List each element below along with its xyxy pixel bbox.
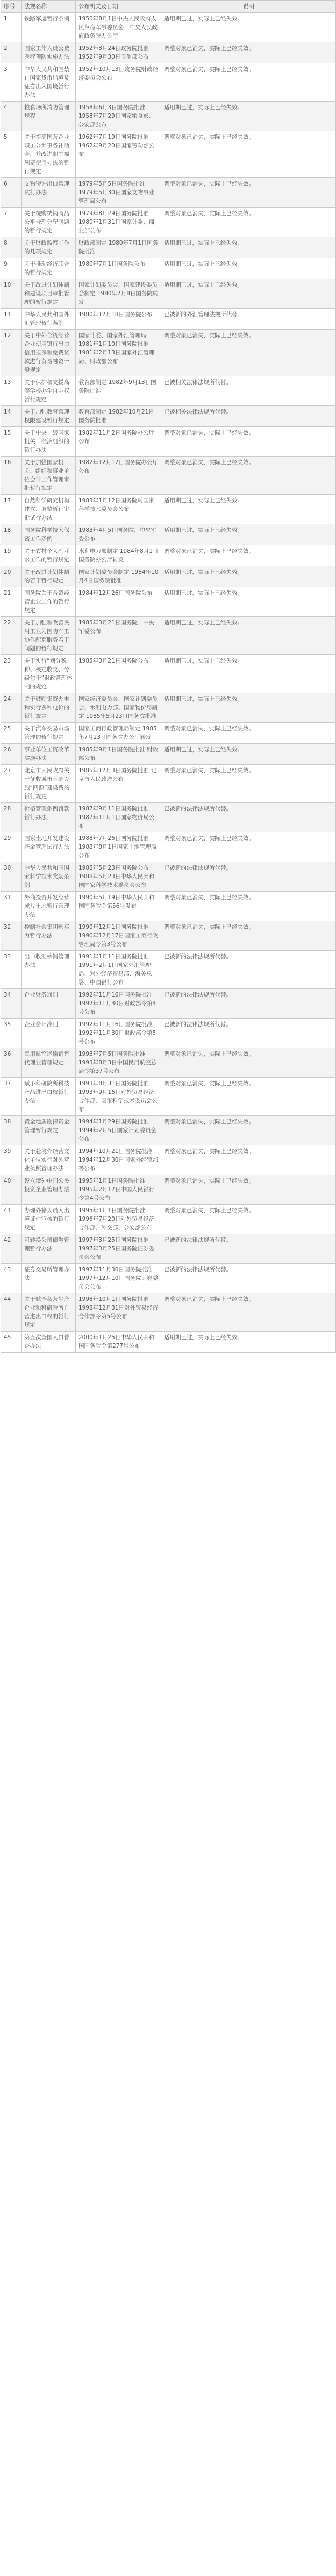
explanation-cell: 适用期已过，实际上已经失效。 (161, 1332, 336, 1353)
explanation-cell: 调整对象已消失，实际上已经失效。 (161, 723, 336, 744)
issuing-agency-cell: 1984年12月26日国务院公布 (76, 587, 161, 617)
table-row (1, 693, 336, 723)
explanation-cell: 已被新的法律法规所代替。 (161, 1019, 336, 1048)
issuing-agency-cell: 1982年12月17日国务院办公厅公布 (76, 457, 161, 495)
serial-no-cell: 4 (1, 102, 22, 131)
explanation-cell: 已被新的法律法规所代替。 (161, 862, 336, 892)
serial-no-cell: 25 (1, 723, 22, 744)
table-row (1, 330, 336, 376)
explanation-cell: 调整对象已消失，实际上已经失效。 (161, 1205, 336, 1234)
serial-no-cell: 41 (1, 1205, 22, 1234)
explanation-cell: 适用期已过，实际上已经失效。 (161, 524, 336, 545)
table-row (1, 921, 336, 951)
issuing-agency-cell: 1993年7月5日国务院批准 1993年8月3日中国民用航空总局令第37号公布 (76, 1048, 161, 1078)
regulation-name-cell: 关于统购统销商品公平合理分配问题的暂行规定 (22, 208, 76, 237)
regulation-name-cell: 关于中央一级国家机关、经济组织的暂行办法 (22, 427, 76, 457)
regulation-name-cell: 可转换公司债券管理暂行办法 (22, 1234, 76, 1264)
issuing-agency-cell: 1980年7月1日国务院公布 (76, 258, 161, 279)
serial-no-cell: 1 (1, 13, 22, 42)
regulation-name-cell: 关于加强教育管理权限建设暂行规定 (22, 406, 76, 427)
table-row (1, 655, 336, 693)
table-row (1, 13, 336, 42)
regulation-name-cell: 关于鼓励集资办电和实行多种电价的暂行规定 (22, 693, 76, 723)
explanation-cell: 已被新的外汇管理法规所代替。 (161, 309, 336, 330)
explanation-cell: 适用期已过，实际上已经失效。 (161, 587, 336, 617)
explanation-cell: 调整对象已消失，实际上已经失效。 (161, 208, 336, 237)
serial-no-cell: 32 (1, 921, 22, 951)
serial-no-cell: 11 (1, 309, 22, 330)
regulation-name-cell: 关于农村个人副业水工作的暂行规定 (22, 545, 76, 566)
issuing-agency-cell: 1950年8月1日中央人民政府人民革命军事委员会、中央人民政府政务院办公厅 (76, 13, 161, 42)
issuing-agency-cell: 1987年9月11日国务院批准 1987年11月1日国家物价局公布 (76, 803, 161, 832)
serial-no-cell: 34 (1, 989, 22, 1019)
issuing-agency-cell: 1985年12月3日国务院批准 北京市人民政府公布 (76, 765, 161, 803)
serial-no-cell: 45 (1, 1332, 22, 1353)
serial-no-cell: 31 (1, 892, 22, 921)
explanation-cell: 调整对象已消失，实际上已经失效。 (161, 178, 336, 208)
table-row (1, 765, 336, 803)
issuing-agency-cell: 1990年5月19日中华人民共和国国务院令第56号发布 (76, 892, 161, 921)
explanation-cell: 适用期已过，实际上已经失效。 (161, 102, 336, 131)
explanation-cell: 适用期已过，实际上已经失效。 (161, 744, 336, 765)
table-row (1, 1175, 336, 1205)
explanation-cell: 调整对象已消失，实际上已经失效。 (161, 330, 336, 376)
serial-no-cell: 17 (1, 495, 22, 524)
table-row (1, 406, 336, 427)
issuing-agency-cell: 1980年12月18日国务院公布 (76, 309, 161, 330)
serial-no-cell: 8 (1, 237, 22, 258)
table-row (1, 832, 336, 862)
explanation-cell: 适用期已过，实际上已经失效。 (161, 655, 336, 693)
table-row (1, 178, 336, 208)
header-serial-no: 序号 (1, 1, 22, 13)
regulation-name-cell: 关于中外合资经营企业使用银行出口信用担保和免费贷款进行贸易融资一般规定 (22, 330, 76, 376)
regulation-name-cell: 事业单位工资改革实施办法 (22, 744, 76, 765)
table-row (1, 1332, 336, 1353)
issuing-agency-cell: 1998年10月1日国务院批准 1998年12月31日对外贸易经济合作部令第5号公布 (76, 1293, 161, 1332)
regulation-name-cell: 国务院关于合资经营企业工作的暂行规定 (22, 587, 76, 617)
explanation-cell: 适用期已过，实际上已经失效。 (161, 693, 336, 723)
explanation-cell: 调整对象已消失，实际上已经失效。 (161, 921, 336, 951)
issuing-agency-cell: 1985年3月21日国务院、中央军委公布 (76, 617, 161, 655)
regulation-name-cell: 赋予科研院所科技产品进出口权暂行办法 (22, 1078, 76, 1116)
issuing-agency-cell: 1995年1月1日国务院批准 1996年7月20日对外贸易经济合作部、外交部、公安部公布 (76, 1205, 161, 1234)
explanation-cell: 适用期已过，实际上已经失效。 (161, 237, 336, 258)
table-row (1, 309, 336, 330)
serial-no-cell: 42 (1, 1234, 22, 1264)
serial-no-cell: 7 (1, 208, 22, 237)
table-row (1, 617, 336, 655)
issuing-agency-cell: 1979年5月5日国务院批准 1979年5月30日国家文物事业管理局公布 (76, 178, 161, 208)
table-row (1, 279, 336, 309)
explanation-cell: 调整对象已消失，实际上已经失效。 (161, 765, 336, 803)
regulation-name-cell: 办理外籍人员入出境证件审核的暂行规定 (22, 1205, 76, 1234)
serial-no-cell: 12 (1, 330, 22, 376)
regulation-name-cell: 国家工作人员公费医疗预防实施办法 (22, 42, 76, 63)
serial-no-cell: 15 (1, 427, 22, 457)
regulation-name-cell: 关于赴境外经营文化单位实行对外营业执照管理办法 (22, 1145, 76, 1175)
regulation-name-cell: 自然科学研究机构建立、调整暂行审批试行办法 (22, 495, 76, 524)
regulation-name-cell: 文物特许出口管理试行办法 (22, 178, 76, 208)
issuing-agency-cell: 1985年9月1日国务院批准 财政部公布 (76, 744, 161, 765)
header-explanation: 说明 (161, 1, 336, 13)
serial-no-cell: 2 (1, 42, 22, 63)
regulation-name-cell: 关于加强和改善民用工业为国防军工协作配套服务若干问题的暂行规定 (22, 617, 76, 655)
table-row (1, 803, 336, 832)
explanation-cell: 已被相关法律法规所代替。 (161, 376, 336, 406)
serial-no-cell: 38 (1, 1116, 22, 1145)
serial-no-cell: 29 (1, 832, 22, 862)
regulation-name-cell: 中华人民共和国国家科学技术奖励条例 (22, 862, 76, 892)
regulation-name-cell: 铁路军运暂行条例 (22, 13, 76, 42)
serial-no-cell: 13 (1, 376, 22, 406)
regulation-name-cell: 中华人民共和国外汇管理暂行条例 (22, 309, 76, 330)
serial-no-cell: 16 (1, 457, 22, 495)
table-row (1, 587, 336, 617)
issuing-agency-cell: 国家工商行政管理局制定 1985年7月23日国务院办公厅转发 (76, 723, 161, 744)
serial-no-cell: 24 (1, 693, 22, 723)
explanation-cell: 适用期已过，实际上已经失效。 (161, 279, 336, 309)
serial-no-cell: 36 (1, 1048, 22, 1078)
explanation-cell: 调整对象已消失，实际上已经失效。 (161, 832, 336, 862)
table-row (1, 1078, 336, 1116)
regulation-name-cell: 价格管理条例罚款暂行办法 (22, 803, 76, 832)
regulation-name-cell: 北京市人民政府关于征收城市基础设施“四源”建设费的暂行规定 (22, 765, 76, 803)
table-row (1, 524, 336, 545)
table-row (1, 1019, 336, 1048)
explanation-cell: 适用期已过，实际上已经失效。 (161, 495, 336, 524)
regulation-name-cell: 关于汽车交易市场管理的暂行规定 (22, 723, 76, 744)
explanation-cell: 调整对象已消失，实际上已经失效。 (161, 1116, 336, 1145)
explanation-cell: 适用期已过，实际上已经失效。 (161, 617, 336, 655)
serial-no-cell: 10 (1, 279, 22, 309)
regulation-name-cell: 出口收汇核销管理办法 (22, 951, 76, 989)
issuing-agency-cell: 国家计委、国家外汇管理局1981年1月10日国务院批准 1981年2月13日国家外汇管理局、财政部公布 (76, 330, 161, 376)
table-row (1, 744, 336, 765)
serial-no-cell: 23 (1, 655, 22, 693)
issuing-agency-cell: 1982年11月2日国务院办公厅公布 (76, 427, 161, 457)
issuing-agency-cell: 1992年11月16日国务院批准 1992年11月30日财政部令第5号公布 (76, 1019, 161, 1048)
serial-no-cell: 27 (1, 765, 22, 803)
table-header (1, 1, 336, 13)
issuing-agency-cell: 财政部制定 1980年7月1日国务院批准 (76, 237, 161, 258)
table-row (1, 258, 336, 279)
table-row (1, 1264, 336, 1293)
regulation-name-cell: 关于加强国家机关、组织和事业单位会计工作管理审批暂行规定 (22, 457, 76, 495)
issuing-agency-cell: 1990年12月1日国务院批准 1990年12月17日国家工商行政管理局令第3号公布 (76, 921, 161, 951)
regulation-name-cell: 国务院科学技术保密工作条例 (22, 524, 76, 545)
serial-no-cell: 33 (1, 951, 22, 989)
table-row (1, 1293, 336, 1332)
issuing-agency-cell: 1983年1月12日国务院转国家科学技术委员会公布 (76, 495, 161, 524)
regulation-name-cell: 外商投资开发经营成片土地暂行管理办法 (22, 892, 76, 921)
explanation-cell: 适用期已过，实际上已经失效。 (161, 13, 336, 42)
explanation-cell: 适用期已过，实际上已经失效。 (161, 566, 336, 587)
regulation-name-cell: 关于实行“划分税种、核定收支、分级包干”财政管理体制的规定 (22, 655, 76, 693)
table-row (1, 1116, 336, 1145)
header-row (1, 1, 336, 13)
table-row (1, 1205, 336, 1234)
serial-no-cell: 37 (1, 1078, 22, 1116)
explanation-cell: 调整对象已消失，实际上已经失效。 (161, 457, 336, 495)
issuing-agency-cell: 1952年10月13日政务院财政经济委员会公布 (76, 63, 161, 102)
table-row (1, 208, 336, 237)
issuing-agency-cell: 1997年3月25日国务院批准 1997年3月25日国务院证券委员会公布 (76, 1234, 161, 1264)
issuing-agency-cell: 1983年4月5日国务院、中央军委公布 (76, 524, 161, 545)
serial-no-cell: 30 (1, 862, 22, 892)
explanation-cell: 适用期已过，实际上已经失效。 (161, 258, 336, 279)
explanation-cell: 已被新的法律法规所代替。 (161, 803, 336, 832)
table-row (1, 951, 336, 989)
table-row (1, 42, 336, 63)
regulation-name-cell: 关于改进计划体制和建设项目审批管理的暂行规定 (22, 279, 76, 309)
table-row (1, 495, 336, 524)
table-row (1, 723, 336, 744)
issuing-agency-cell: 1988年7月26日国务院批准 1988年8月1日国家土地管理局公布 (76, 832, 161, 862)
serial-no-cell: 43 (1, 1264, 22, 1293)
explanation-cell: 调整对象已消失，实际上已经失效。 (161, 545, 336, 566)
regulation-name-cell: 民用航空运输销售代理业管理规定 (22, 1048, 76, 1078)
regulation-name-cell: 黄金地质勘探资金管理暂行规定 (22, 1116, 76, 1145)
issuing-agency-cell: 教育部制定 1982年9月13日国务院批准 (76, 376, 161, 406)
regulation-name-cell: 关于提高国营企业职工公共事务补助金，并改进职工福利费使用办法的暂行规定 (22, 131, 76, 178)
table-row (1, 427, 336, 457)
regulation-name-cell: 证券交易所管理办法 (22, 1264, 76, 1293)
serial-no-cell: 39 (1, 1145, 22, 1175)
table-row (1, 989, 336, 1019)
issuing-agency-cell: 1994年10月21日国务院批准 1994年12月30日国家外经贸部等公布 (76, 1145, 161, 1175)
table-row (1, 102, 336, 131)
table-row (1, 1234, 336, 1264)
table-row (1, 892, 336, 921)
issuing-agency-cell: 1993年8月31日国务院批准 1993年9月16日对外贸易经济合作部、国家科学技术委员会公布 (76, 1078, 161, 1116)
header-regulation-name: 法规名称 (22, 1, 76, 13)
regulation-name-cell: 控制社会集团购买力暂行办法 (22, 921, 76, 951)
serial-no-cell: 21 (1, 587, 22, 617)
table-body (1, 13, 336, 1353)
issuing-agency-cell: 1997年11月30日国务院批准 1997年12月10日国务院证券委员会公布 (76, 1264, 161, 1293)
table-row (1, 862, 336, 892)
serial-no-cell: 35 (1, 1019, 22, 1048)
regulations-table (1, 0, 336, 1353)
explanation-cell: 调整对象已消失，实际上已经失效。 (161, 131, 336, 178)
explanation-cell: 调整对象已消失，实际上已经失效。 (161, 1175, 336, 1205)
explanation-cell: 已被相关法律法规所代替。 (161, 406, 336, 427)
issuing-agency-cell: 水利电力部制定 1984年8月1日国务院办公厅转发 (76, 545, 161, 566)
explanation-cell: 调整对象已消失，实际上已经失效。 (161, 1145, 336, 1175)
explanation-cell: 已被新的法律法规所代替。 (161, 1234, 336, 1264)
serial-no-cell: 9 (1, 258, 22, 279)
table-row (1, 131, 336, 178)
issuing-agency-cell: 国家计划委员会、国家建设委员会制定 1980年7月8日国务院转发 (76, 279, 161, 309)
issuing-agency-cell: 1988年5月23日国务院公布 1988年5月23日中华人民共和国国家科学技术委员会公布 (76, 862, 161, 892)
serial-no-cell: 44 (1, 1293, 22, 1332)
regulation-name-cell: 第五次全国人口普查办法 (22, 1332, 76, 1353)
issuing-agency-cell: 教育部制定 1982年10月21日国务院批准 (76, 406, 161, 427)
serial-no-cell: 19 (1, 545, 22, 566)
regulation-name-cell: 设立境外中国公民投资企业管理办法 (22, 1175, 76, 1205)
explanation-cell: 已被新的法律法规所代替。 (161, 951, 336, 989)
explanation-cell: 调整对象已消失，实际上已经失效。 (161, 1293, 336, 1332)
explanation-cell: 已被新的法律法规所代替。 (161, 989, 336, 1019)
explanation-cell: 调整对象已消失，实际上已经失效。 (161, 63, 336, 102)
issuing-agency-cell: 1958年6月3日国务院批准 1958年7月29日国家粮食部、公安部公布 (76, 102, 161, 131)
table-row (1, 1048, 336, 1078)
serial-no-cell: 6 (1, 178, 22, 208)
header-issuing-agency-date: 公布机关及日期 (76, 1, 161, 13)
table-row (1, 457, 336, 495)
issuing-agency-cell: 1995年1月1日国务院批准 1995年2月17日中国人民银行令第4号公布 (76, 1175, 161, 1205)
issuing-agency-cell: 1991年1月11日国务院批准 1991年2月1日国家外汇管理局、对外经济贸易部、海关总署、中国银行公布 (76, 951, 161, 989)
explanation-cell: 调整对象已消失，实际上已经失效。 (161, 1048, 336, 1078)
regulation-name-cell: 企业会计准则 (22, 1019, 76, 1048)
serial-no-cell: 20 (1, 566, 22, 587)
table-row (1, 566, 336, 587)
serial-no-cell: 40 (1, 1175, 22, 1205)
issuing-agency-cell: 1992年11月16日国务院批准 1992年11月30日财政部令第4号公布 (76, 989, 161, 1019)
table-row (1, 1145, 336, 1175)
regulation-name-cell: 关于财政监察工作的几项规定 (22, 237, 76, 258)
explanation-cell: 调整对象已消失，实际上已经失效。 (161, 892, 336, 921)
regulation-name-cell: 关于保护和支援高等学校办学自主权暂行规定 (22, 376, 76, 406)
serial-no-cell: 14 (1, 406, 22, 427)
table-row (1, 545, 336, 566)
regulation-name-cell: 粮食场所消防管理规程 (22, 102, 76, 131)
explanation-cell: 调整对象已消失，实际上已经失效。 (161, 427, 336, 457)
issuing-agency-cell: 1985年3月21日国务院公布 (76, 655, 161, 693)
issuing-agency-cell: 1994年1月29日国务院批准 1994年2月5日国家计划委员会公布 (76, 1116, 161, 1145)
regulation-name-cell: 关于赋予私营生产企业和科研院所自营进出口权的暂行规定 (22, 1293, 76, 1332)
regulation-name-cell: 企业财务通则 (22, 989, 76, 1019)
issuing-agency-cell: 2000年1月25日中华人民共和国国务院令第277号公布 (76, 1332, 161, 1353)
serial-no-cell: 5 (1, 131, 22, 178)
regulation-name-cell: 国家土地开发建设基金管理试行办法 (22, 832, 76, 862)
serial-no-cell: 22 (1, 617, 22, 655)
regulation-name-cell: 关于推动经济联合的暂行规定 (22, 258, 76, 279)
table-row (1, 237, 336, 258)
explanation-cell: 调整对象已消失，实际上已经失效。 (161, 1078, 336, 1116)
serial-no-cell: 18 (1, 524, 22, 545)
issuing-agency-cell: 1979年8月29日国务院批准 1980年1月31日国家计委、商业部公布 (76, 208, 161, 237)
issuing-agency-cell: 国家经济委员会、国家计划委员会、水利电力部、国家物价局制定 1985年5月23日国务院批准 (76, 693, 161, 723)
explanation-cell: 已被新的法律法规所代替。 (161, 1264, 336, 1293)
table-row (1, 376, 336, 406)
regulation-name-cell: 中华人民共和国禁止国家货币出境及证券出入国境暂行办法 (22, 63, 76, 102)
table-row (1, 63, 336, 102)
regulation-name-cell: 关于改进计划体制的若干暂行规定 (22, 566, 76, 587)
issuing-agency-cell: 1952年8月24日政务院批准 1952年9月30日卫生部公布 (76, 42, 161, 63)
serial-no-cell: 3 (1, 63, 22, 102)
explanation-cell: 调整对象已消失，实际上已经失效。 (161, 42, 336, 63)
issuing-agency-cell: 1962年7月19日国务院批准 1962年9月20日国家劳动部公布 (76, 131, 161, 178)
serial-no-cell: 28 (1, 803, 22, 832)
issuing-agency-cell: 国家计划委员会制定 1984年10月4日国务院批准 (76, 566, 161, 587)
serial-no-cell: 26 (1, 744, 22, 765)
